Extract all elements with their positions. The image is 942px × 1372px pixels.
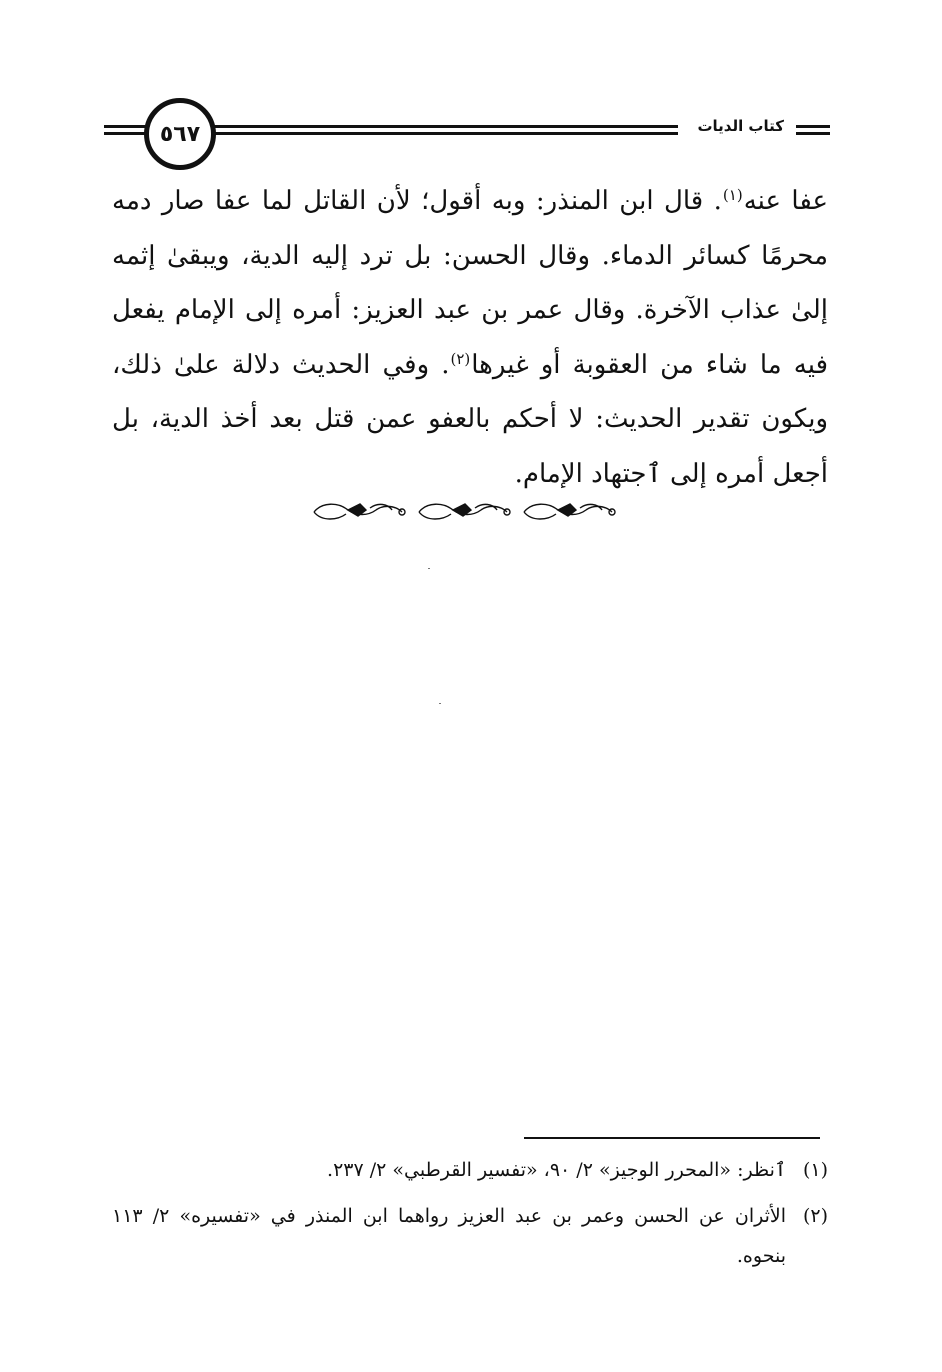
print-speck [439,703,441,704]
page-number: ٥٦٧ [159,121,201,147]
footnote-1 [112,1150,828,1190]
flourish-icon [314,504,405,519]
flourish-icon [524,504,615,519]
footnote-ref-1[interactable]: (١) [722,186,743,204]
footnote-number: (٢) [802,1205,828,1227]
flourish-icon [419,504,510,519]
body-paragraph [112,174,828,501]
ornament-divider-icon [308,498,618,526]
body-text: عفا عنه [743,186,828,216]
footnote-text: ٱنظر: «المحرر الوجيز» ٢/ ٩٠، «تفسير القرطبي» ٢/ ٢٣٧. [327,1159,786,1181]
footnote-ref-2[interactable]: (٢) [450,349,471,368]
body-text: . قال ابن المنذر: وبه أقول؛ لأن القاتل لما عفا صار دمه محرمًا كسائر الدماء. وقال الحسن: بل ترد إليه الدية، ويبقىٰ إثمه إلىٰ عذاب الآخرة. وقال عمر بن عبد العزيز: أمره إلى الإمام يفعل فيه ما شاء من العقوبة أو غيرها [112,186,829,380]
chapter-title: كتاب الديات [691,116,790,136]
header-rule [200,132,678,135]
body-text: . وفي الحديث دلالة علىٰ ذلك، ويكون تقدير الحديث: لا أحكم بالعفو عمن قتل بعد أخذ الدية، بل أجعل أمره إلى ٱجتهاد الإمام. [112,349,828,489]
footnote-separator [524,1137,820,1139]
main-text [112,174,828,501]
footnote-2 [112,1196,828,1276]
header-rule [796,132,830,135]
header-rule [104,125,148,128]
print-speck [428,568,430,569]
header-rule [796,125,830,128]
header-rule [200,125,678,128]
footnote-number: (١) [802,1159,828,1181]
page-number-circle [144,98,216,170]
page-header [104,96,830,170]
footnotes [112,1150,828,1276]
header-rule [104,132,148,135]
footnote-text: الأثران عن الحسن وعمر بن عبد العزيز رواهما ابن المنذر في «تفسيره» ٢/ ١١٣ بنحوه. [112,1205,786,1267]
